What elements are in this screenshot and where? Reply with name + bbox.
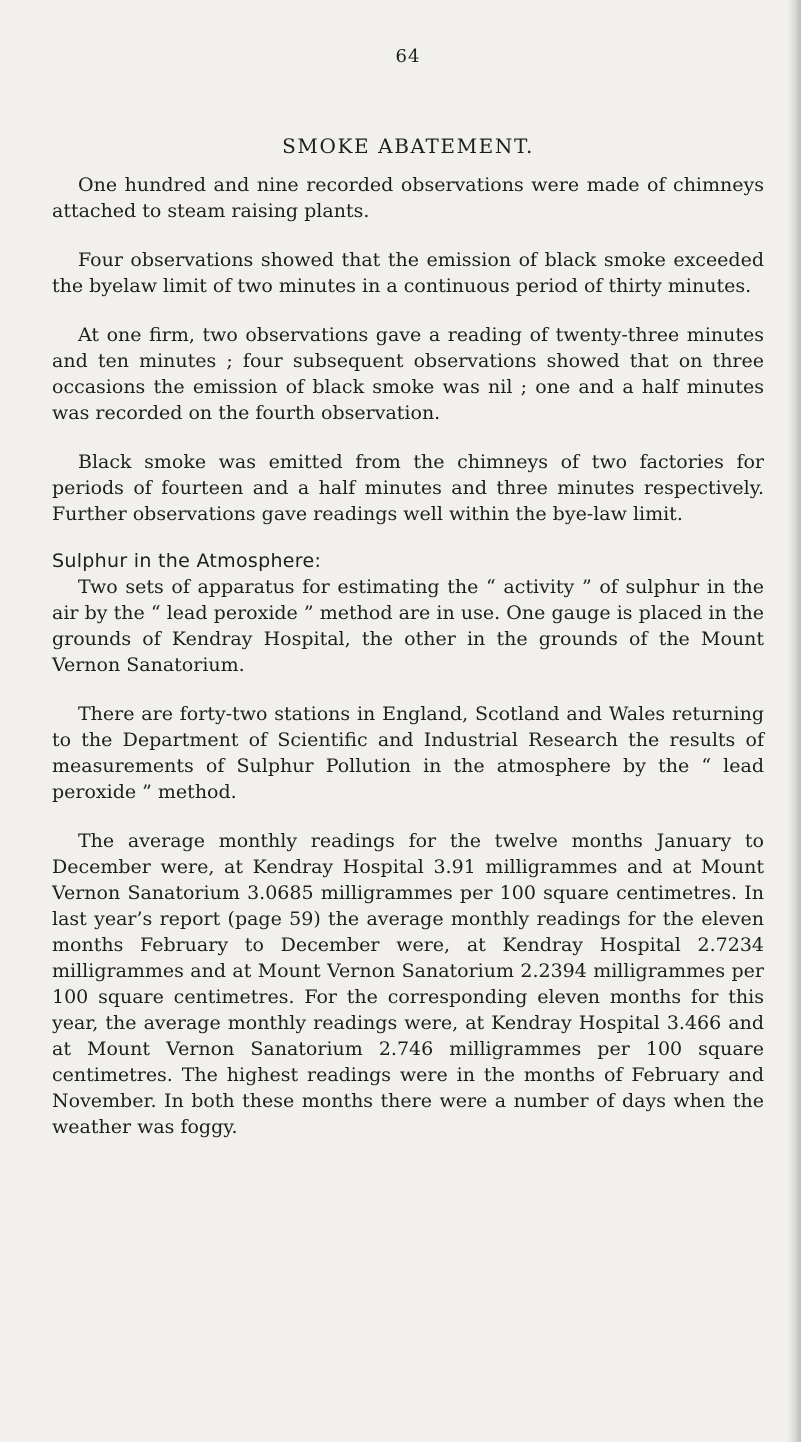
page-number: 64 [395, 46, 421, 67]
paragraph-sulphur-2: There are forty-two stations in England, Scotland and Wales returning to the Department of Scientific and Industrial Research the results of measurements of Sulphur Pollution in the atmosphere by the “ lead peroxide ” method. [52, 703, 764, 803]
document-page [52, 46, 764, 1163]
paragraph-smoke-4: Black smoke was emitted from the chimneys of two factories for periods of fourteen and a half minutes and three minutes respectively. Further observations gave readings well within the bye-law limit. [52, 451, 764, 525]
paragraph-smoke-3: At one firm, two observations gave a reading of twenty-three minutes and ten minutes ; four subsequent observations showed that on three occasions the emission of black smoke was nil ; one and a half minutes was recorded on the fourth observation. [52, 324, 764, 424]
section-heading: SMOKE ABATEMENT. [282, 134, 534, 158]
paragraph-smoke-1: One hundred and nine recorded observations were made of chimneys attached to steam raising plants. [52, 174, 764, 222]
page-edge-shadow [787, 0, 801, 1442]
subheading-sulphur: Sulphur in the Atmosphere: [52, 550, 322, 572]
paragraph-sulphur-3: The average monthly readings for the twelve months January to December were, at Kendray Hospital 3.91 milligrammes and at Mount Vernon Sanatorium 3.0685 milligrammes per 100 square centimetres. In last year’s report (page 59) the average monthly readings for the eleven months February to December were, at Kendray Hospital 2.7234 milligrammes and at Mount Vernon Sanatorium 2.2394 milligrammes per 100 square centimetres. For the corresponding eleven months for this year, the average monthly readings were, at Kendray Hospital 3.466 and at Mount Vernon Sanatorium 2.746 milligrammes per 100 square centimetres. The highest readings were in the months of February and November. In both these months there were a number of days when the weather was foggy. [52, 830, 764, 1138]
paragraph-sulphur-1: Two sets of apparatus for estimating the “ activity ” of sulphur in the air by the “ lead peroxide ” method are in use. One gauge is placed in the grounds of Kendray Hospital, the other in the grounds of the Mount Vernon Sanatorium. [52, 576, 764, 676]
paragraph-smoke-2: Four observations showed that the emission of black smoke exceeded the byelaw limit of two minutes in a continuous period of thirty minutes. [52, 249, 764, 297]
